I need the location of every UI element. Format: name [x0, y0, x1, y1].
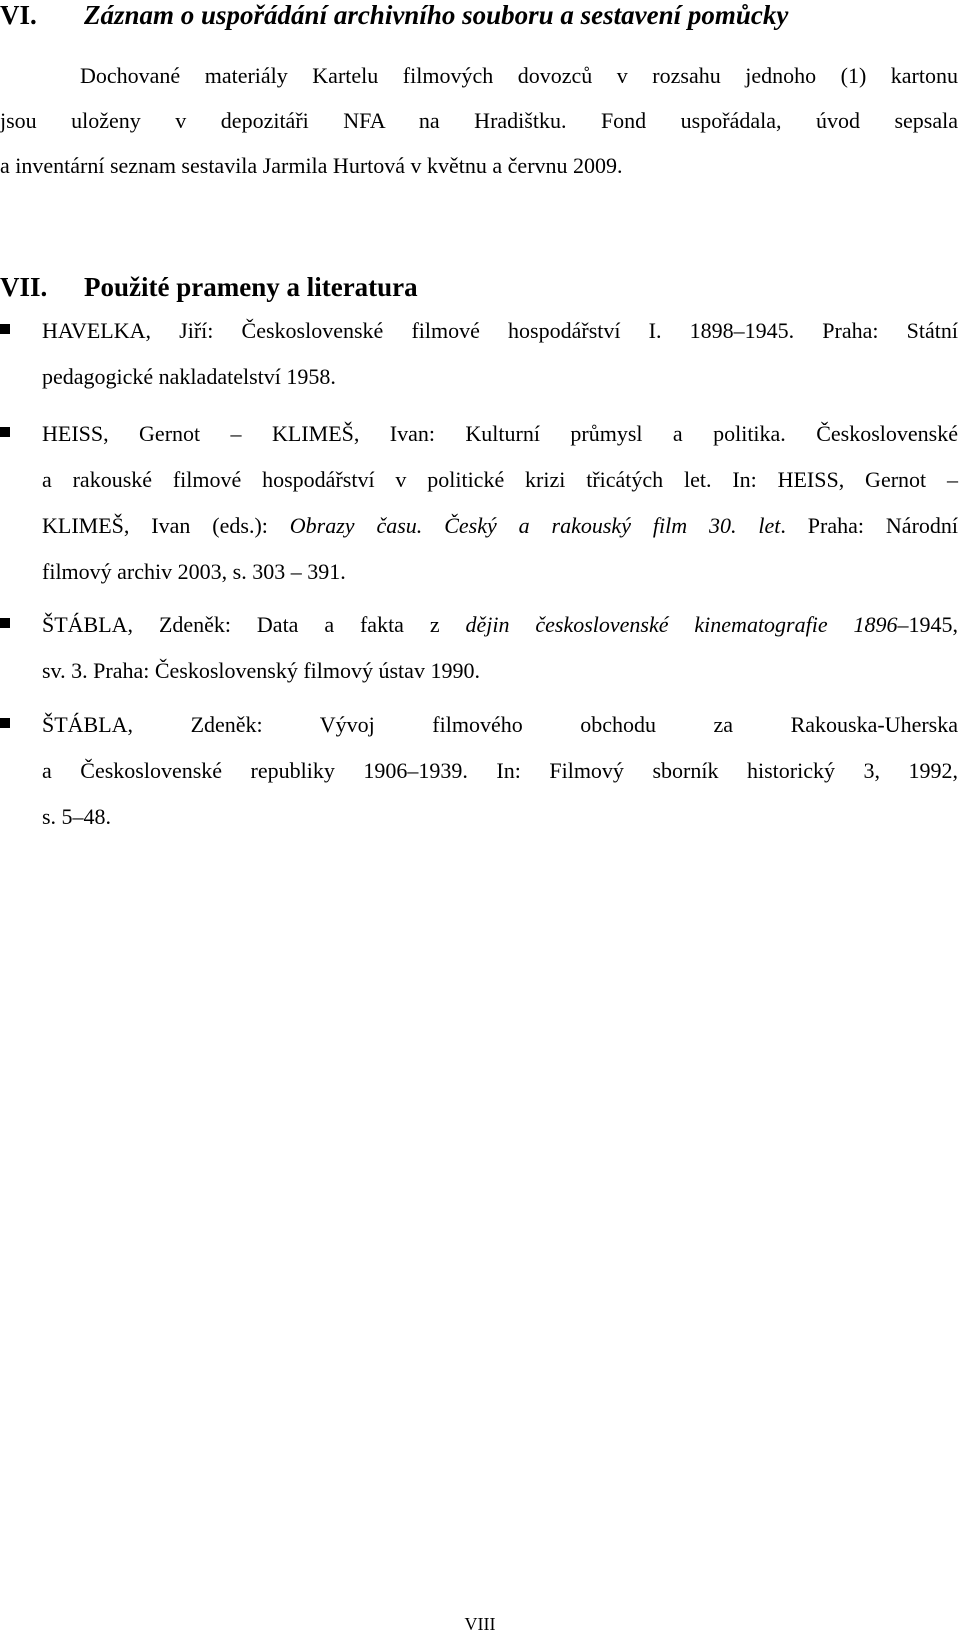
- reference-line: filmový archiv 2003, s. 303 – 391.: [42, 559, 346, 584]
- page-number: VIII: [464, 1614, 496, 1634]
- reference-item: [42, 702, 958, 840]
- section-6-paragraph: [0, 53, 958, 188]
- reference-title-italic: Obrazy času. Český a rakouský film 30. let: [289, 513, 781, 538]
- reference-line: [42, 503, 958, 549]
- reference-item: [42, 411, 958, 595]
- bullet-square-icon: [0, 718, 10, 728]
- section-6-heading: [0, 0, 788, 31]
- reference-item: [42, 602, 958, 694]
- reference-line: [42, 602, 958, 648]
- section-7-number: VII.: [0, 272, 48, 302]
- reference-text: –1945,: [897, 612, 958, 637]
- paragraph-line: Dochované materiály Kartelu filmových dovozců v rozsahu jednoho (1) kartonu: [80, 63, 958, 88]
- section-7-title: Použité prameny a literatura: [84, 272, 418, 302]
- reference-text: . Praha: Národní: [780, 513, 959, 538]
- section-6-number: VI.: [0, 0, 37, 30]
- reference-line: a Československé republiky 1906–1939. In: Filmový sborník historický 3, 1992,: [42, 758, 958, 783]
- reference-line: ŠTÁBLA, Zdeněk: Vývoj filmového obchodu za Rakouska-Uherska: [42, 712, 958, 737]
- reference-line: a rakouské filmové hospodářství v politické krizi třicátých let. In: HEISS, Gernot –: [42, 467, 958, 492]
- paragraph-line: jsou uloženy v depozitáři NFA na Hradištku. Fond uspořádala, úvod sepsala: [0, 108, 958, 133]
- reference-line: HEISS, Gernot – KLIMEŠ, Ivan: Kulturní průmysl a politika. Československé: [42, 421, 958, 446]
- reference-line: pedagogické nakladatelství 1958.: [42, 364, 336, 389]
- reference-text: ŠTÁBLA, Zdeněk: Data a fakta z: [42, 612, 466, 637]
- reference-line: HAVELKA, Jiří: Československé filmové hospodářství I. 1898–1945. Praha: Státní: [42, 318, 958, 343]
- section-7-heading: [0, 272, 418, 303]
- reference-line: s. 5–48.: [42, 804, 112, 829]
- paragraph-line: a inventární seznam sestavila Jarmila Hurtová v květnu a červnu 2009.: [0, 153, 623, 178]
- bullet-square-icon: [0, 427, 10, 437]
- section-6-title: Záznam o uspořádání archivního souboru a sestavení pomůcky: [84, 0, 789, 30]
- bullet-square-icon: [0, 324, 10, 334]
- reference-line: sv. 3. Praha: Československý filmový ústav 1990.: [42, 658, 480, 683]
- reference-title-italic: dějin československé kinematografie 1896: [465, 612, 898, 637]
- bullet-square-icon: [0, 618, 10, 628]
- reference-item: [42, 308, 958, 400]
- reference-text: KLIMEŠ, Ivan (eds.):: [42, 513, 290, 538]
